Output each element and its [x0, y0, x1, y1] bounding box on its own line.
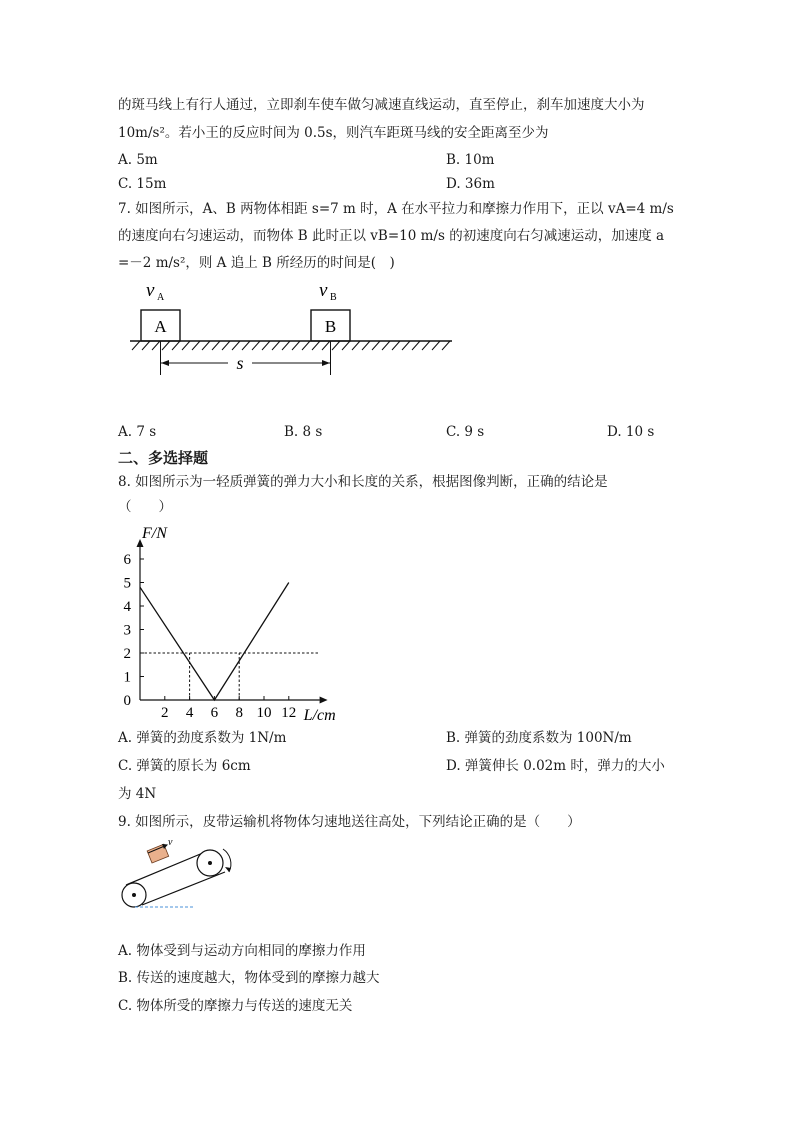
hatch-mark	[162, 341, 170, 350]
hatch-mark	[372, 341, 380, 350]
hatch-mark	[362, 341, 370, 350]
y-tick-label: 5	[123, 575, 131, 592]
hatch-mark	[282, 341, 290, 350]
y-tick-label: 1	[123, 669, 131, 686]
lower-roller-axle	[132, 893, 136, 897]
chart-y-axis-label: F/N	[142, 525, 167, 542]
series-line	[140, 583, 289, 701]
q9-text-line1: 9. 如图所示，皮带运输机将物体匀速地送往高处，下列结论正确的是（ ）	[118, 814, 581, 830]
hatch-mark	[212, 341, 220, 350]
q7-text-line3: =－2 m/s²，则 A 追上 B 所经历的时间是( )	[118, 255, 395, 271]
q7-option-a[interactable]: A. 7 s	[118, 424, 157, 440]
y-tick-label: 0	[123, 693, 131, 709]
belt-bottom-edge	[142, 872, 225, 905]
hatch-mark	[322, 341, 330, 350]
x-tick-label: 8	[235, 705, 243, 721]
x-tick-label: 6	[210, 705, 219, 721]
hatch-mark	[132, 341, 140, 350]
box-b-label: B	[324, 317, 337, 336]
q9-option-a[interactable]: A. 物体受到与运动方向相同的摩擦力作用	[118, 943, 366, 959]
x-tick-label: 4	[185, 705, 194, 721]
q6-text-line2: 10m/s²。若小王的反应时间为 0.5s，则汽车距斑马线的安全距离至少为	[118, 125, 549, 141]
y-tick-label: 3	[123, 622, 131, 639]
hatch-mark	[172, 341, 180, 350]
q6-option-c[interactable]: C. 15m	[118, 176, 167, 192]
hatch-mark	[352, 341, 360, 350]
q7-text-line2: 的速度向右匀速运动，而物体 B 此时正以 vB=10 m/s 的初速度向右匀减速运动，加速度 a	[118, 228, 665, 244]
hatch-mark	[412, 341, 420, 350]
s-arrowhead-right	[322, 360, 330, 366]
x-tick-label: 10	[256, 705, 272, 721]
hatch-mark	[332, 341, 340, 350]
s-arrowhead-left	[161, 360, 169, 366]
q7-text-line1: 7. 如图所示，A、B 两物体相距 s=7 m 时，A 在水平拉力和摩擦力作用下，正以 vA=4 m/s	[118, 201, 674, 217]
q8-chart	[110, 520, 350, 725]
q6-option-a[interactable]: A. 5m	[118, 152, 158, 168]
y-tick-label: 6	[123, 552, 131, 568]
hatch-mark	[202, 341, 210, 350]
x-tick-label: 12	[281, 705, 297, 721]
q8-option-a[interactable]: A. 弹簧的劲度系数为 1N/m	[118, 730, 287, 746]
hatch-mark	[142, 341, 150, 350]
q7-option-d[interactable]: D. 10 s	[607, 424, 655, 440]
chart-tick-labels	[124, 552, 297, 721]
q8-option-d[interactable]: D. 弹簧伸长 0.02m 时，弹力的大小	[446, 758, 665, 774]
vb-subscript: B	[330, 292, 337, 303]
q8-option-c[interactable]: C. 弹簧的原长为 6cm	[118, 758, 251, 774]
x-tick-label: 2	[161, 705, 169, 721]
hatch-mark	[242, 341, 250, 350]
velocity-label: v	[168, 837, 173, 848]
y-tick-label: 4	[123, 599, 131, 615]
hatch-mark	[152, 341, 160, 350]
hatch-mark	[422, 341, 430, 350]
hatch-mark	[342, 341, 350, 350]
va-subscript: A	[157, 292, 165, 303]
s-label: s	[236, 353, 244, 373]
q9-option-c[interactable]: C. 物体所受的摩擦力与传送的速度无关	[118, 998, 353, 1014]
q7-option-c[interactable]: C. 9 s	[446, 424, 485, 440]
q8-option-d-continued: 为 4N	[118, 786, 157, 802]
hatch-mark	[232, 341, 240, 350]
hatch-mark	[292, 341, 300, 350]
q6-text-line1: 的斑马线上有行人通过，立即刹车使车做匀减速直线运动，直至停止，刹车加速度大小为	[118, 97, 645, 113]
hatch-mark	[252, 341, 260, 350]
hatch-mark	[402, 341, 410, 350]
x-axis-arrowhead	[320, 697, 328, 704]
chart-series	[140, 583, 289, 701]
q8-text-line2: （ ）	[118, 499, 172, 515]
hatch-mark	[392, 341, 400, 350]
q8-text-line1: 8. 如图所示为一轻质弹簧的弹力大小和长度的关系，根据图像判断，正确的结论是	[118, 474, 608, 490]
section-title: 二、多选择题	[118, 449, 209, 467]
y-tick-label: 2	[123, 646, 131, 662]
va-label: v	[146, 280, 155, 301]
hatch-mark	[192, 341, 200, 350]
q7-option-b[interactable]: B. 8 s	[284, 424, 323, 440]
q9-conveyor-figure	[115, 835, 245, 915]
ground-hatching	[132, 341, 450, 350]
chart-x-axis-label: L/cm	[303, 707, 336, 724]
vb-label: v	[319, 280, 328, 301]
q8-option-b[interactable]: B. 弹簧的劲度系数为 100N/m	[446, 730, 632, 746]
hatch-mark	[312, 341, 320, 350]
q9-option-b[interactable]: B. 传送的速度越大，物体受到的摩擦力越大	[118, 970, 380, 986]
hatch-mark	[302, 341, 310, 350]
hatch-mark	[382, 341, 390, 350]
q6-option-b[interactable]: B. 10m	[446, 152, 495, 168]
hatch-mark	[182, 341, 190, 350]
box-a-label: A	[154, 317, 167, 336]
hatch-mark	[442, 341, 450, 350]
upper-roller-axle	[208, 861, 212, 865]
hatch-mark	[432, 341, 440, 350]
q6-option-d[interactable]: D. 36m	[446, 176, 495, 192]
hatch-mark	[272, 341, 280, 350]
hatch-mark	[222, 341, 230, 350]
chart-axes	[137, 539, 328, 704]
hatch-mark	[262, 341, 270, 350]
